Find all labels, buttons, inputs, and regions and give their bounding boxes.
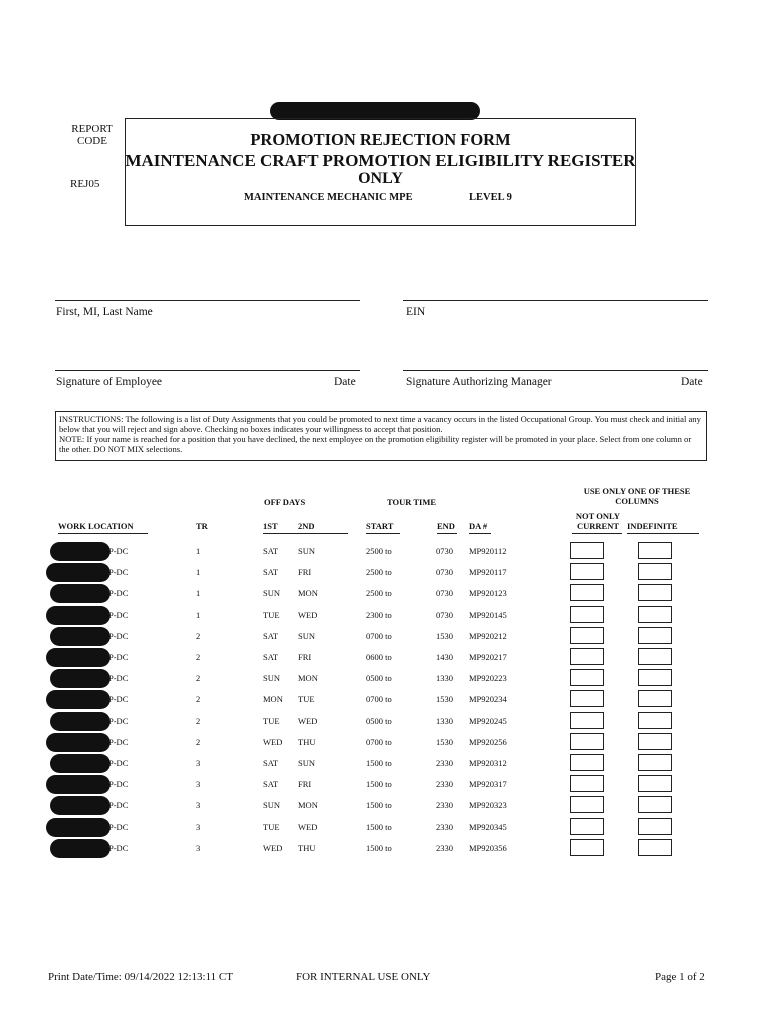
print-date: Print Date/Time: 09/14/2022 12:13:11 CT	[48, 971, 233, 983]
cell-first-off-day: MON	[263, 694, 283, 705]
cell-start-time: 2500 to	[366, 546, 392, 556]
manager-signature-line[interactable]	[403, 370, 708, 371]
name-line[interactable]	[55, 300, 360, 301]
cell-work-location: P-DC	[109, 779, 129, 790]
cell-da-number: MP920234	[469, 694, 507, 705]
cell-start-time: 0500 to	[366, 715, 392, 726]
cell-work-location: P-DC	[109, 673, 129, 684]
cell-da-number: MP920123	[469, 588, 507, 599]
cell-start-time: 0600 to	[366, 652, 392, 662]
tour-time-header: TOUR TIME	[387, 497, 437, 507]
cell-end-time: 0730	[436, 609, 453, 620]
checkbox-indefinite[interactable]	[638, 606, 672, 623]
employee-signature-label: Signature of Employee	[56, 376, 163, 388]
cell-second-off-day: THU	[298, 842, 316, 853]
redacted-location	[50, 584, 110, 603]
cell-first-off-day: SUN	[263, 800, 281, 811]
cell-end-time: 2330	[436, 779, 453, 790]
cell-work-location: P-DC	[109, 842, 129, 853]
checkbox-not-only-current[interactable]	[570, 584, 604, 601]
form-title: PROMOTION REJECTION FORM	[250, 130, 511, 149]
checkbox-indefinite[interactable]	[638, 584, 672, 601]
redacted-location	[50, 839, 110, 858]
cell-work-location: P-DC	[109, 567, 129, 578]
redacted-location	[46, 606, 110, 625]
redacted-location	[46, 818, 110, 837]
checkbox-not-only-current[interactable]	[570, 563, 604, 580]
report-code-value: REJ05	[70, 178, 100, 190]
cell-second-off-day: MON	[298, 673, 318, 684]
internal-use-notice: FOR INTERNAL USE ONLY	[296, 971, 431, 983]
cell-da-number: MP920323	[469, 800, 507, 811]
cell-tr: 2	[196, 715, 201, 726]
cell-start-time: 2500 to	[366, 588, 392, 599]
checkbox-not-only-current[interactable]	[570, 690, 604, 707]
cell-first-off-day: SAT	[263, 630, 279, 641]
cell-second-off-day: TUE	[298, 694, 315, 705]
manager-signature-label: Signature Authorizing Manager	[406, 376, 552, 388]
redacted-location	[50, 627, 110, 646]
underline-start	[366, 533, 400, 534]
col-tr: TR	[196, 521, 208, 531]
employee-signature-line[interactable]	[55, 370, 360, 371]
cell-first-off-day: SUN	[263, 588, 281, 599]
checkbox-indefinite[interactable]	[638, 690, 672, 707]
cell-end-time: 1330	[436, 715, 453, 726]
cell-da-number: MP920217	[469, 652, 507, 662]
redacted-location	[50, 796, 110, 815]
checkbox-not-only-current[interactable]	[570, 712, 604, 729]
redacted-location	[46, 775, 110, 794]
underline-indefinite	[627, 533, 699, 534]
cell-second-off-day: SUN	[298, 630, 316, 641]
cell-start-time: 0700 to	[366, 736, 392, 747]
cell-start-time: 0700 to	[366, 694, 392, 705]
cell-end-time: 2330	[436, 842, 453, 853]
checkbox-indefinite[interactable]	[638, 754, 672, 771]
checkbox-indefinite[interactable]	[638, 712, 672, 729]
cell-second-off-day: THU	[298, 736, 316, 747]
cell-tr: 3	[196, 779, 201, 790]
cell-da-number: MP920212	[469, 630, 507, 641]
cell-second-off-day: WED	[298, 609, 318, 620]
instructions-note: NOTE: If your name is reached for a position that you have declined, the next employee on the promotion eligibility register will be promoted in your place. Select from one column or the other. DO NOT MIX selections.	[59, 434, 692, 454]
cell-work-location: P-DC	[109, 652, 129, 662]
checkbox-not-only-current[interactable]	[570, 839, 604, 856]
cell-da-number: MP920356	[469, 842, 507, 853]
cell-tr: 2	[196, 673, 201, 684]
cell-work-location: P-DC	[109, 546, 129, 556]
cell-tr: 1	[196, 609, 201, 620]
report-code-label: REPORT CODE	[71, 123, 113, 147]
cell-tr: 3	[196, 800, 201, 811]
cell-end-time: 1430	[436, 652, 453, 662]
checkbox-not-only-current[interactable]	[570, 733, 604, 750]
cell-da-number: MP920112	[469, 546, 507, 556]
redacted-location	[50, 754, 110, 773]
col-first-off: 1ST	[263, 521, 278, 531]
cell-da-number: MP920245	[469, 715, 507, 726]
cell-second-off-day: SUN	[298, 758, 316, 768]
checkbox-not-only-current[interactable]	[570, 775, 604, 792]
checkbox-not-only-current[interactable]	[570, 606, 604, 623]
cell-tr: 1	[196, 567, 201, 578]
checkbox-not-only-current[interactable]	[570, 818, 604, 835]
underline-work-location	[58, 533, 148, 534]
cell-tr: 2	[196, 652, 201, 662]
cell-end-time: 1530	[436, 694, 453, 705]
cell-second-off-day: WED	[298, 821, 318, 832]
cell-end-time: 0730	[436, 567, 453, 578]
cell-first-off-day: SAT	[263, 546, 279, 556]
cell-end-time: 0730	[436, 588, 453, 599]
cell-da-number: MP920317	[469, 779, 507, 790]
redacted-location	[50, 712, 110, 731]
cell-tr: 3	[196, 758, 201, 768]
col-work-location: WORK LOCATION	[58, 521, 134, 531]
cell-work-location: P-DC	[109, 821, 129, 832]
cell-first-off-day: WED	[263, 736, 283, 747]
cell-tr: 2	[196, 630, 201, 641]
col-end: END	[437, 521, 455, 531]
cell-tr: 3	[196, 842, 201, 853]
underline-end	[437, 533, 457, 534]
cell-second-off-day: FRI	[298, 779, 312, 790]
cell-work-location: P-DC	[109, 736, 129, 747]
col-indefinite: INDEFINITE	[627, 521, 678, 531]
name-label: First, MI, Last Name	[56, 306, 153, 318]
checkbox-not-only-current[interactable]	[570, 669, 604, 686]
instructions-box	[55, 411, 707, 461]
form-subtitle: MAINTENANCE CRAFT PROMOTION ELIGIBILITY REGISTER	[125, 151, 636, 170]
ein-line[interactable]	[403, 300, 708, 301]
checkbox-indefinite[interactable]	[638, 818, 672, 835]
redacted-location	[46, 648, 110, 667]
underline-days	[263, 533, 348, 534]
cell-work-location: P-DC	[109, 758, 129, 768]
cell-start-time: 0500 to	[366, 673, 392, 684]
redacted-location	[46, 563, 110, 582]
checkbox-not-only-current[interactable]	[570, 754, 604, 771]
cell-start-time: 1500 to	[366, 842, 392, 853]
cell-start-time: 1500 to	[366, 821, 392, 832]
col-da: DA #	[469, 521, 488, 531]
form-subtitle-only: ONLY	[358, 170, 403, 187]
craft-name: MAINTENANCE MECHANIC MPE	[244, 192, 413, 203]
cell-da-number: MP920117	[469, 567, 507, 578]
cell-end-time: 2330	[436, 800, 453, 811]
cell-first-off-day: TUE	[263, 715, 280, 726]
cell-second-off-day: WED	[298, 715, 318, 726]
cell-end-time: 2330	[436, 758, 453, 768]
checkbox-indefinite[interactable]	[638, 627, 672, 644]
checkbox-indefinite[interactable]	[638, 563, 672, 580]
cell-work-location: P-DC	[109, 630, 129, 641]
cell-first-off-day: SAT	[263, 567, 279, 578]
cell-second-off-day: MON	[298, 588, 318, 599]
manager-date-label: Date	[681, 376, 703, 388]
checkbox-not-only-current[interactable]	[570, 542, 604, 559]
cell-tr: 2	[196, 694, 201, 705]
checkbox-indefinite[interactable]	[638, 733, 672, 750]
cell-first-off-day: TUE	[263, 609, 280, 620]
cell-end-time: 1530	[436, 736, 453, 747]
checkbox-indefinite[interactable]	[638, 796, 672, 813]
checkbox-not-only-current[interactable]	[570, 627, 604, 644]
checkbox-indefinite[interactable]	[638, 669, 672, 686]
cell-da-number: MP920312	[469, 758, 507, 768]
ein-label: EIN	[406, 306, 426, 318]
cell-start-time: 1500 to	[366, 758, 392, 768]
cell-da-number: MP920256	[469, 736, 507, 747]
checkbox-indefinite[interactable]	[638, 648, 672, 665]
cell-start-time: 2500 to	[366, 567, 392, 578]
col-second-off: 2ND	[298, 521, 315, 531]
redacted-location	[46, 690, 110, 709]
cell-tr: 1	[196, 546, 201, 556]
cell-second-off-day: SUN	[298, 546, 316, 556]
checkbox-indefinite[interactable]	[638, 542, 672, 559]
cell-tr: 2	[196, 736, 201, 747]
use-only-header: USE ONLY ONE OF THESE COLUMNS	[583, 486, 691, 506]
redacted-location	[46, 733, 110, 752]
cell-work-location: P-DC	[109, 588, 129, 599]
col-current: NOT ONLY CURRENT	[575, 511, 621, 531]
checkbox-not-only-current[interactable]	[570, 796, 604, 813]
cell-start-time: 1500 to	[366, 800, 392, 811]
cell-tr: 1	[196, 588, 201, 599]
checkbox-not-only-current[interactable]	[570, 648, 604, 665]
instructions-text: INSTRUCTIONS: The following is a list of Duty Assignments that you could be promoted to next time a vacancy occurs in the listed Occupational Group. You must check and initial any below that you will reject and sign above. Checking no boxes indicates your willingness to accept that position.	[59, 414, 701, 434]
cell-da-number: MP920223	[469, 673, 507, 684]
cell-tr: 3	[196, 821, 201, 832]
cell-end-time: 2330	[436, 821, 453, 832]
cell-first-off-day: WED	[263, 842, 283, 853]
cell-first-off-day: SAT	[263, 779, 279, 790]
cell-end-time: 0730	[436, 546, 453, 556]
cell-first-off-day: SAT	[263, 652, 279, 662]
col-start: START	[366, 521, 394, 531]
cell-da-number: MP920145	[469, 609, 507, 620]
cell-start-time: 2300 to	[366, 609, 392, 620]
checkbox-indefinite[interactable]	[638, 775, 672, 792]
cell-start-time: 0700 to	[366, 630, 392, 641]
employee-date-label: Date	[334, 376, 356, 388]
cell-second-off-day: MON	[298, 800, 318, 811]
cell-work-location: P-DC	[109, 694, 129, 705]
cell-end-time: 1530	[436, 630, 453, 641]
redacted-location	[50, 669, 110, 688]
cell-first-off-day: SUN	[263, 673, 281, 684]
cell-second-off-day: FRI	[298, 567, 312, 578]
cell-da-number: MP920345	[469, 821, 507, 832]
cell-work-location: P-DC	[109, 609, 129, 620]
underline-current	[572, 533, 622, 534]
checkbox-indefinite[interactable]	[638, 839, 672, 856]
underline-da	[469, 533, 491, 534]
cell-work-location: P-DC	[109, 800, 129, 811]
redacted-location	[50, 542, 110, 561]
cell-start-time: 1500 to	[366, 779, 392, 790]
page-number: Page 1 of 2	[655, 971, 705, 983]
cell-second-off-day: FRI	[298, 652, 312, 662]
cell-end-time: 1330	[436, 673, 453, 684]
cell-first-off-day: TUE	[263, 821, 280, 832]
off-days-header: OFF DAYS	[264, 497, 306, 507]
craft-level: LEVEL 9	[469, 192, 512, 203]
cell-work-location: P-DC	[109, 715, 129, 726]
cell-first-off-day: SAT	[263, 758, 279, 768]
